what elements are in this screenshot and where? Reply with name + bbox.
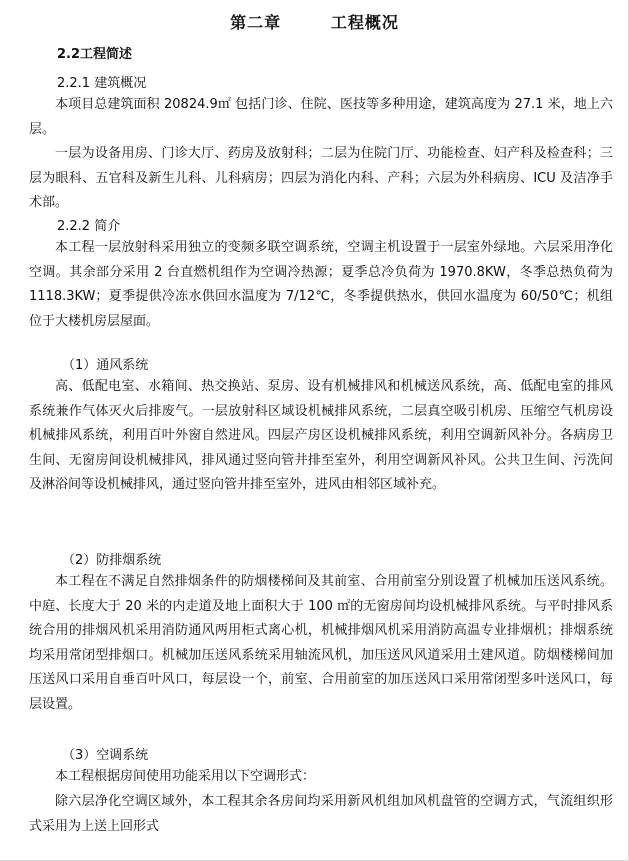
paragraph-ac-details: 除六层净化空调区域外，本工程其余各房间均采用新风机组加风机盘管的空调方式，气流组织形式采用为上送上回形式	[29, 794, 613, 834]
paragraph-floor-layout: 一层为设备用房、门诊大厅、药房及放射科；二层为住院门厅、功能检查、妇产科及检查科；三层为眼科、五官科及新生儿科、儿科病房；四层为消化内科、产科；六层为外科病房、ICU 及洁净手术部。	[29, 146, 613, 210]
paragraph-ventilation: 高、低配电室、水箱间、热交换站、泵房、设有机械排风和机械送风系统，高、低配电室的排风系统兼作气体灭火后排废气。一层放射科区域设机械排风系统，二层真空吸引机房、压缩空气机房设机械排风系统，利用百叶外窗自然进风。四层产房区设机械排风系统，利用空调新风补分。各病房卫生间、无窗房间设机械排风，排风通过竖向管井排至室外，利用空调新风补风。公共卫生间、污洗间及淋浴间等设机械排风，通过竖向管井排至室外，进风由相邻区域补充。	[29, 379, 613, 492]
paragraph-building-overview: 本项目总建筑面积 20824.9㎡ 包括门诊、住院、医技等多种用途，建筑高度为 27.1 米，地上六层。	[29, 97, 613, 137]
subsection-heading-2-2-1: 2.2.1 建筑概况	[57, 76, 147, 91]
section-heading-2-2: 2.2工程简述	[57, 47, 133, 62]
paragraph-hvac-intro: 本工程一层放射科采用独立的变频多联空调系统，空调主机设置于一层室外绿地。六层采用净化空调。其余部分采用 2 台直燃机组作为空调冷热源；夏季总冷负荷为 1970.8KW，冬季总热负荷为 1118.3KW；夏季提供冷冻水供回水温度为 7/12℃，冬季提供热水，供回水温度为 60/50℃；机组位于大楼机房层屋面。	[29, 240, 613, 329]
heading-ventilation-system: （1）通风系统	[62, 358, 149, 373]
heading-air-conditioning-system: （3）空调系统	[62, 748, 149, 763]
subsection-heading-2-2-2: 2.2.2 简介	[57, 219, 121, 234]
heading-smoke-control-system: （2）防排烟系统	[62, 553, 162, 568]
paragraph-ac-forms: 本工程根据房间使用功能采用以下空调形式：	[55, 769, 316, 784]
paragraph-smoke-control: 本工程在不满足自然排烟条件的防烟楼梯间及其前室、合用前室分别设置了机械加压送风系统。中庭、长度大于 20 米的内走道及地上面积大于 100 ㎡的无窗房间均设机械排风系统。与平时排风系统合用的排烟风机采用消防通风两用柜式离心机，机械排烟风机采用消防高温专业排烟机；排烟系统均采用常闭型排烟口。机械加压送风系统采用轴流风机，加压送风风道采用土建风道。防烟楼梯间加压送风口采用自垂百叶风口，每层设一个，前室、合用前室的加压送风口采用常闭型多叶送风口，每层设置。	[29, 574, 613, 712]
chapter-title: 第二章 工程概况	[230, 13, 399, 32]
